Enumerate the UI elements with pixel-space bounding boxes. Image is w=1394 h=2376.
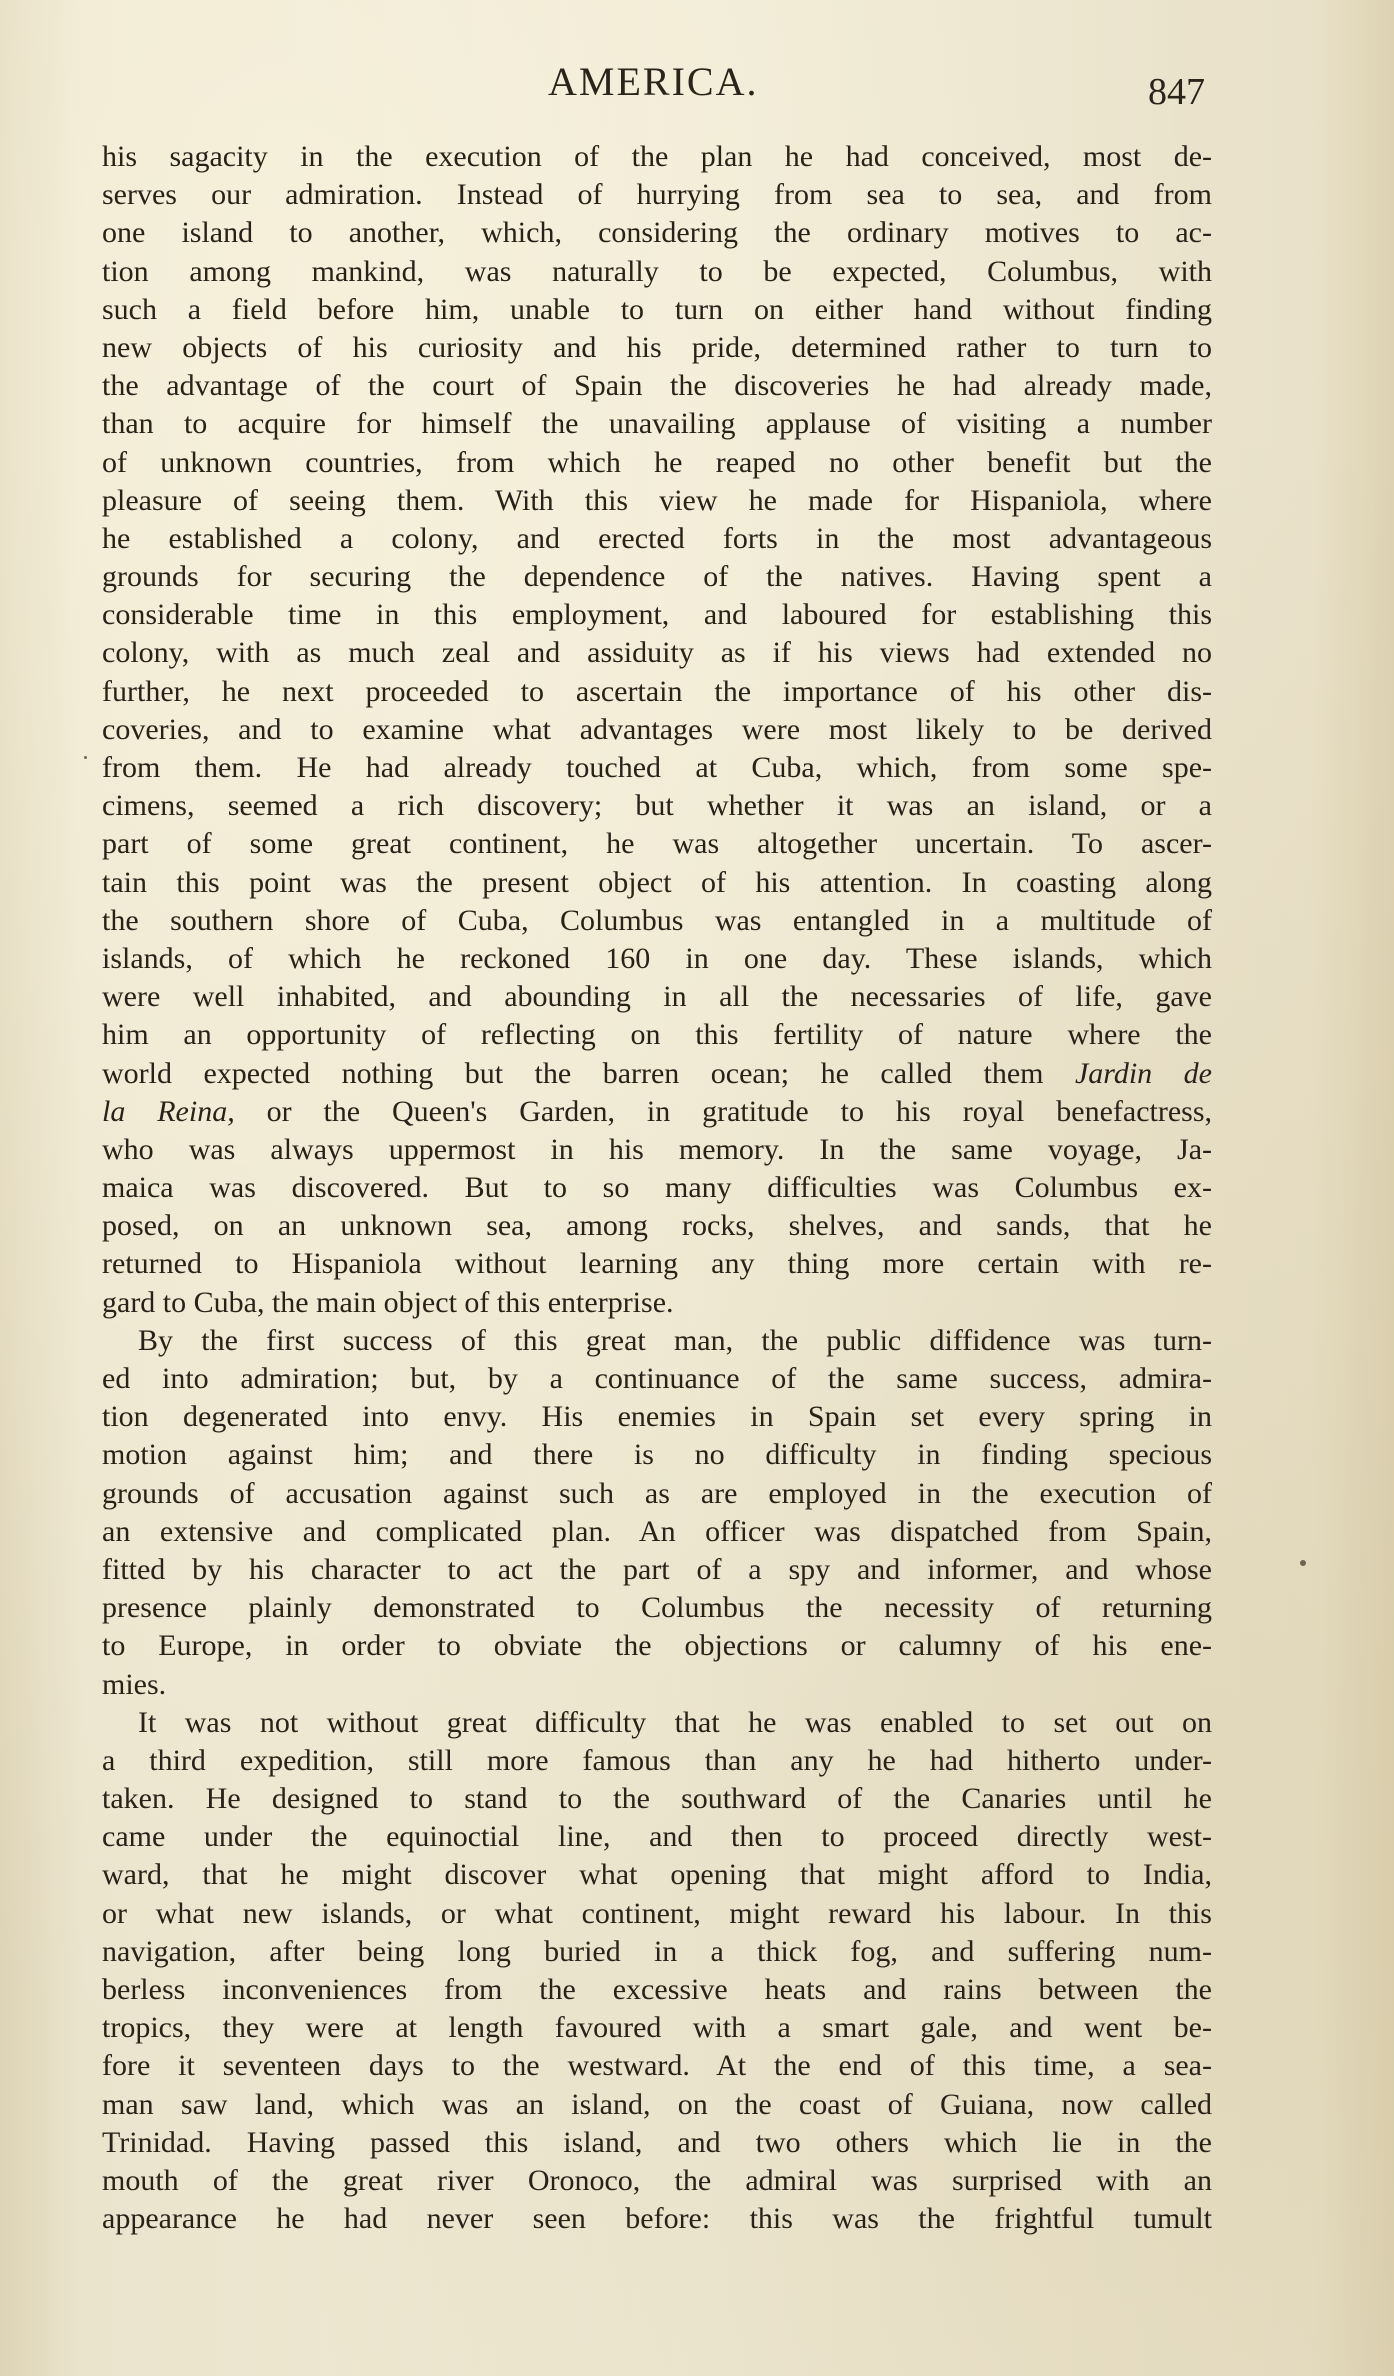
italic-place-name: Jardin de [1074, 1056, 1212, 1090]
text-line: presence plainly demonstrated to Columbus the necessity of returning [102, 1591, 1212, 1625]
text-line: coveries, and to examine what advantages were most likely to be derived [102, 712, 1212, 746]
text-line: further, he next proceeded to ascertain the importance of his other dis- [102, 674, 1212, 708]
page-number: 847 [1148, 71, 1205, 113]
text-line: It was not without great difficulty that he was enabled to set out on [138, 1705, 1212, 1739]
text-line: of unknown countries, from which he reaped no other benefit but the [102, 445, 1212, 479]
text-line: from them. He had already touched at Cuba, which, from some spe- [102, 751, 1212, 784]
paragraph [102, 1704, 1212, 2239]
text-line: he established a colony, and erected forts in the most advantageous [102, 521, 1212, 555]
ink-speck [1300, 1560, 1306, 1566]
text-line: an extensive and complicated plan. An officer was dispatched from Spain, [102, 1514, 1212, 1548]
text-line: fitted by his character to act the part of a spy and informer, and whose [102, 1552, 1212, 1586]
text-line: taken. He designed to stand to the southward of the Canaries until he [102, 1782, 1212, 1816]
text-line: considerable time in this employment, and laboured for establishing this [102, 598, 1212, 632]
paragraph [102, 138, 1212, 1322]
text-line: ed into admiration; but, by a continuance of the same success, admira- [102, 1362, 1212, 1395]
text-line: mies. [102, 1667, 167, 1701]
text-line: maica was discovered. But to so many difficulties was Columbus ex- [102, 1171, 1212, 1205]
text-line: appearance he had never seen before: this was the frightful tumult [102, 2202, 1212, 2236]
text-line: islands, of which he reckoned 160 in one day. These islands, which [102, 941, 1212, 975]
italic-place-name: la Reina, [102, 1094, 235, 1128]
text-line: tion degenerated into envy. His enemies in Spain set every spring in [102, 1400, 1212, 1434]
text-line: navigation, after being long buried in a thick fog, and suffering num- [102, 1934, 1212, 1968]
text-line: grounds for securing the dependence of the natives. Having spent a [102, 560, 1212, 594]
text-line-italic-phrase [102, 1055, 1212, 1093]
text-line: tain this point was the present object of his attention. In coasting along [102, 865, 1212, 899]
text-line: motion against him; and there is no difficulty in finding specious [102, 1438, 1212, 1472]
text-line: fore it seventeen days to the westward. At the end of this time, a sea- [102, 2049, 1212, 2083]
text-line: him an opportunity of reflecting on this fertility of nature where the [102, 1018, 1212, 1052]
line-text: world expected nothing but the barren ocean; he called them [102, 1056, 1075, 1090]
paragraph [102, 1322, 1212, 1704]
text-line: one island to another, which, considering the ordinary motives to ac- [102, 216, 1212, 250]
text-line: such a field before him, unable to turn on either hand without finding [102, 292, 1212, 326]
text-line: the advantage of the court of Spain the discoveries he had already made, [102, 369, 1212, 403]
text-line: man saw land, which was an island, on the coast of Guiana, now called [102, 2087, 1212, 2121]
text-line: gard to Cuba, the main object of this enterprise. [102, 1285, 674, 1319]
text-line-italic-phrase [102, 1093, 1212, 1131]
text-line: cimens, seemed a rich discovery; but whether it was an island, or a [102, 789, 1212, 823]
text-line: came under the equinoctial line, and then to proceed directly west- [102, 1820, 1212, 1854]
text-line: than to acquire for himself the unavailing applause of visiting a number [102, 407, 1212, 441]
text-line: tropics, they were at length favoured with a smart gale, and went be- [102, 2011, 1212, 2045]
text-line: ward, that he might discover what opening that might afford to India, [102, 1858, 1212, 1892]
text-line: colony, with as much zeal and assiduity as if his views had extended no [102, 636, 1212, 670]
text-line: the southern shore of Cuba, Columbus was entangled in a multitude of [102, 903, 1212, 937]
text-line: his sagacity in the execution of the plan he had conceived, most de- [102, 140, 1212, 173]
text-line: part of some great continent, he was altogether uncertain. To ascer- [102, 827, 1212, 861]
text-line: to Europe, in order to obviate the objections or calumny of his ene- [102, 1629, 1212, 1663]
text-line: who was always uppermost in his memory. In the same voyage, Ja- [102, 1132, 1212, 1166]
ink-speck [84, 756, 87, 759]
text-line: new objects of his curiosity and his pride, determined rather to turn to [102, 330, 1212, 364]
text-line: berless inconveniences from the excessive heats and rains between the [102, 1973, 1212, 2006]
line-text: or the Queen's Garden, in gratitude to his royal benefactress, [234, 1094, 1213, 1128]
text-line: pleasure of seeing them. With this view he made for Hispaniola, where [102, 483, 1212, 517]
body-text [102, 138, 1212, 2238]
running-head [0, 58, 1394, 118]
text-line: serves our admiration. Instead of hurrying from sea to sea, and from [102, 178, 1212, 212]
running-title: AMERICA. [548, 59, 759, 104]
text-line: returned to Hispaniola without learning any thing more certain with re- [102, 1247, 1212, 1281]
text-line: mouth of the great river Oronoco, the admiral was surprised with an [102, 2163, 1212, 2197]
text-line: Trinidad. Having passed this island, and two others which lie in the [102, 2125, 1212, 2159]
text-line: were well inhabited, and abounding in all the necessaries of life, gave [102, 980, 1212, 1014]
text-line: tion among mankind, was naturally to be expected, Columbus, with [102, 254, 1212, 288]
text-line: or what new islands, or what continent, might reward his labour. In this [102, 1896, 1212, 1930]
text-line: posed, on an unknown sea, among rocks, shelves, and sands, that he [102, 1209, 1212, 1243]
text-line: grounds of accusation against such as are employed in the execution of [102, 1476, 1212, 1510]
text-line: a third expedition, still more famous than any he had hitherto under- [102, 1743, 1212, 1777]
text-line: By the first success of this great man, the public diffidence was turn- [138, 1323, 1212, 1357]
